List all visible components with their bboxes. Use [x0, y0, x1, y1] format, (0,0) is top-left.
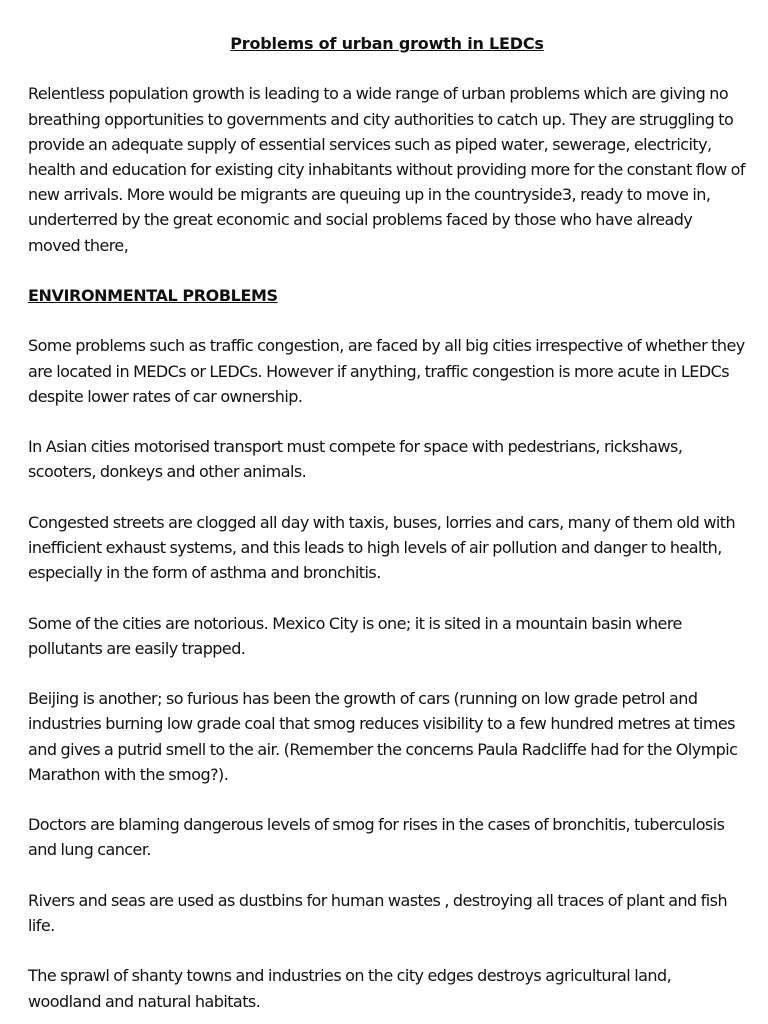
- paragraph-shanty-towns: The sprawl of shanty towns and industries on the city edges destroys agricultural land, woodland and natural habitats.: [28, 966, 672, 1011]
- spacer: [28, 258, 746, 283]
- paragraph-rivers-seas: Rivers and seas are used as dustbins for human wastes , destroying all traces of plant and fish life.: [28, 890, 728, 935]
- spacer: [28, 585, 746, 610]
- spacer: [28, 56, 746, 81]
- paragraph-beijing: Beijing is another; so furious has been the growth of cars (running on low grade petrol and industries burning low grade coal that smog reduces visibility to a few hundred metres at times and gives a putrid smell to the air. (Remember the concerns Paula Radcliffe had for the Olympic Marathon with the smog?).: [28, 689, 738, 784]
- paragraph-doctors: Doctors are blaming dangerous levels of smog for rises in the cases of bronchitis, tuberculosis and lung cancer.: [28, 815, 725, 860]
- spacer: [28, 863, 746, 888]
- spacer: [28, 661, 746, 686]
- section-heading: ENVIRONMENTAL PROBLEMS: [28, 286, 278, 305]
- document-body: [28, 31, 746, 1014]
- spacer: [28, 787, 746, 812]
- intro-paragraph: Relentless population growth is leading to a wide range of urban problems which are giving no breathing opportunities to governments and city authorities to catch up. They are struggling to provide an adequate supply of essential services such as piped water, sewerage, electricity, health and education for existing city inhabitants without providing more for the constant flow of new arrivals. More would be migrants are queuing up in the countryside3, ready to move in, underterred by the great economic and social problems faced by those who have already moved there,: [28, 84, 745, 255]
- paragraph-mexico-city: Some of the cities are notorious. Mexico City is one; it is sited in a mountain basin where pollutants are easily trapped.: [28, 613, 682, 658]
- spacer: [28, 485, 746, 510]
- paragraph-asian-cities: In Asian cities motorised transport must compete for space with pedestrians, rickshaws, scooters, donkeys and other animals.: [28, 437, 683, 482]
- paragraph-congested-streets: Congested streets are clogged all day with taxis, buses, lorries and cars, many of them old with inefficient exhaust systems, and this leads to high levels of air pollution and danger to health, especially in the form of asthma and bronchitis.: [28, 512, 736, 583]
- spacer: [28, 308, 746, 333]
- spacer: [28, 938, 746, 963]
- paragraph-traffic-congestion: Some problems such as traffic congestion, are faced by all big cities irrespective of whether they are located in MEDCs or LEDCs. However if anything, traffic congestion is more acute in LEDCs despite lower rates of car ownership.: [28, 336, 745, 406]
- spacer: [28, 409, 746, 434]
- document-title: Problems of urban growth in LEDCs: [230, 34, 544, 53]
